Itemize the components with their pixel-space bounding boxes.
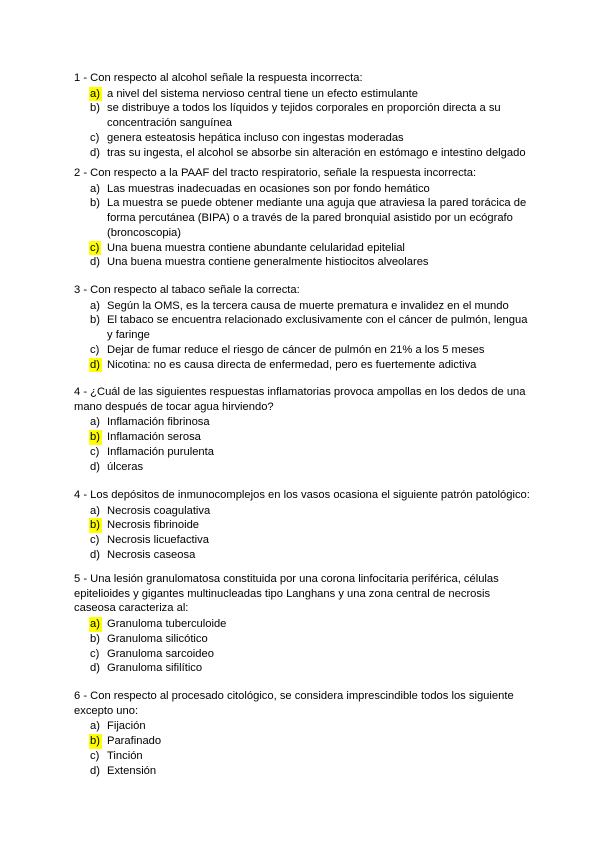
- option-text: Las muestras inadecuadas en ocasiones son por fondo hemático: [107, 182, 430, 195]
- option-letter: c): [90, 241, 100, 254]
- option-letter: d): [90, 358, 100, 371]
- option-a: [74, 504, 532, 519]
- options-list: [74, 617, 532, 676]
- option-text: Inflamación purulenta: [107, 445, 214, 458]
- option-text: Fijación: [107, 720, 146, 733]
- option-b: [74, 313, 532, 342]
- option-letter: d): [90, 548, 100, 561]
- option-letter: c): [90, 131, 100, 144]
- option-text: Granuloma sarcoideo: [107, 647, 214, 660]
- option-letter: b): [90, 632, 100, 645]
- option-text: La muestra se puede obtener mediante una aguja que atraviesa la pared torácica de forma percutánea (BIPA) o a través de la pared bronquial asistido por un ecógrafo (broncoscopia): [107, 197, 527, 239]
- options-list: [74, 299, 532, 373]
- option-c: [74, 749, 532, 764]
- option-b: [74, 632, 532, 647]
- option-c: [74, 131, 532, 146]
- option-letter: b): [90, 735, 100, 748]
- option-a: [74, 299, 532, 314]
- question-stem: 6 - Con respecto al procesado citológico, se considera imprescindible todos los siguiente excepto uno:: [74, 690, 514, 717]
- option-c: [74, 241, 532, 256]
- option-b: [74, 734, 532, 749]
- option-text: Granuloma tuberculoide: [107, 618, 227, 631]
- option-text: Necrosis coagulativa: [107, 504, 211, 517]
- option-letter: c): [90, 343, 100, 356]
- option-text: Necrosis caseosa: [107, 548, 196, 561]
- option-a: [74, 87, 532, 102]
- option-letter: d): [90, 662, 100, 675]
- options-list: [74, 719, 532, 778]
- option-text: genera esteatosis hepática incluso con ingestas moderadas: [107, 131, 404, 144]
- option-b: [74, 196, 532, 240]
- option-text: se distribuye a todos los líquidos y tejidos corporales en proporción directa a su concentración sanguínea: [107, 102, 501, 130]
- option-a: [74, 719, 532, 734]
- option-d: [74, 764, 532, 779]
- question-stem: 5 - Una lesión granulomatosa constituida por una corona linfocitaria periférica, células epitelioides y gigantes multinucleadas tipo Langhans y una zona central de necrosis caseosa caracteriza al:: [74, 573, 499, 615]
- option-letter: d): [90, 460, 100, 473]
- option-d: [74, 548, 532, 563]
- option-d: [74, 460, 532, 475]
- option-letter: c): [90, 647, 100, 660]
- option-text: Inflamación fibrinosa: [107, 416, 210, 429]
- option-text: a nivel del sistema nervioso central tiene un efecto estimulante: [107, 87, 418, 100]
- option-letter: a): [90, 416, 100, 429]
- option-letter: b): [90, 197, 100, 210]
- option-d: [74, 255, 532, 270]
- option-d: [74, 146, 532, 161]
- option-letter: b): [90, 431, 100, 444]
- question-4: [74, 385, 532, 474]
- option-c: [74, 445, 532, 460]
- option-letter: a): [90, 299, 100, 312]
- option-c: [74, 647, 532, 662]
- question-6: [74, 572, 532, 676]
- option-letter: d): [90, 256, 100, 269]
- option-text: Nicotina: no es causa directa de enfermedad, pero es fuertemente adictiva: [107, 358, 477, 371]
- option-b: [74, 518, 532, 533]
- option-text: Granuloma sifilítico: [107, 662, 203, 675]
- option-text: Necrosis licuefactiva: [107, 534, 209, 547]
- option-b: [74, 101, 532, 130]
- option-text: Una buena muestra contiene generalmente histiocitos alveolares: [107, 256, 429, 269]
- option-c: [74, 343, 532, 358]
- question-stem: 2 - Con respecto a la PAAF del tracto respiratorio, señale la respuesta incorrecta:: [74, 167, 477, 179]
- option-d: [74, 358, 532, 373]
- option-letter: a): [90, 720, 100, 733]
- option-letter: c): [90, 749, 100, 762]
- option-text: Parafinado: [107, 735, 162, 748]
- question-2: [74, 166, 532, 270]
- option-text: tras su ingesta, el alcohol se absorbe sin alteración en estómago e intestino delgado: [107, 146, 526, 159]
- option-text: Según la OMS, es la tercera causa de muerte prematura e invalidez en el mundo: [107, 299, 509, 312]
- option-letter: b): [90, 519, 100, 532]
- options-list: [74, 182, 532, 270]
- question-3: [74, 283, 532, 372]
- option-letter: d): [90, 146, 100, 159]
- option-letter: c): [90, 534, 100, 547]
- option-letter: a): [90, 87, 100, 100]
- question-5: [74, 488, 532, 563]
- option-a: [74, 617, 532, 632]
- option-b: [74, 430, 532, 445]
- option-text: úlceras: [107, 460, 144, 473]
- option-letter: c): [90, 445, 100, 458]
- option-a: [74, 182, 532, 197]
- option-letter: d): [90, 764, 100, 777]
- option-letter: a): [90, 618, 100, 631]
- question-stem: 4 - Los depósitos de inmunocomplejos en los vasos ocasiona el siguiente patrón patológico:: [74, 489, 530, 501]
- option-letter: b): [90, 314, 100, 327]
- option-text: El tabaco se encuentra relacionado exclusivamente con el cáncer de pulmón, lengua y faringe: [107, 314, 528, 342]
- option-text: Tinción: [107, 749, 143, 762]
- question-stem: 4 - ¿Cuál de las siguientes respuestas inflamatorias provoca ampollas en los dedos de una mano después de tocar agua hirviendo?: [74, 386, 526, 413]
- option-text: Extensión: [107, 764, 157, 777]
- question-1: [74, 71, 532, 160]
- option-text: Dejar de fumar reduce el riesgo de cáncer de pulmón en 21% a los 5 meses: [107, 343, 485, 356]
- options-list: [74, 415, 532, 474]
- option-text: Inflamación serosa: [107, 431, 201, 444]
- question-7: [74, 689, 532, 778]
- option-a: [74, 415, 532, 430]
- option-text: Necrosis fibrinoide: [107, 519, 200, 532]
- option-text: Granuloma silicótico: [107, 632, 208, 645]
- option-c: [74, 533, 532, 548]
- option-d: [74, 661, 532, 676]
- option-letter: a): [90, 182, 100, 195]
- options-list: [74, 87, 532, 161]
- options-list: [74, 504, 532, 563]
- question-stem: 3 - Con respecto al tabaco señale la correcta:: [74, 284, 300, 296]
- option-letter: b): [90, 102, 100, 115]
- option-letter: a): [90, 504, 100, 517]
- option-text: Una buena muestra contiene abundante celularidad epitelial: [107, 241, 405, 254]
- question-stem: 1 - Con respecto al alcohol señale la respuesta incorrecta:: [74, 72, 363, 84]
